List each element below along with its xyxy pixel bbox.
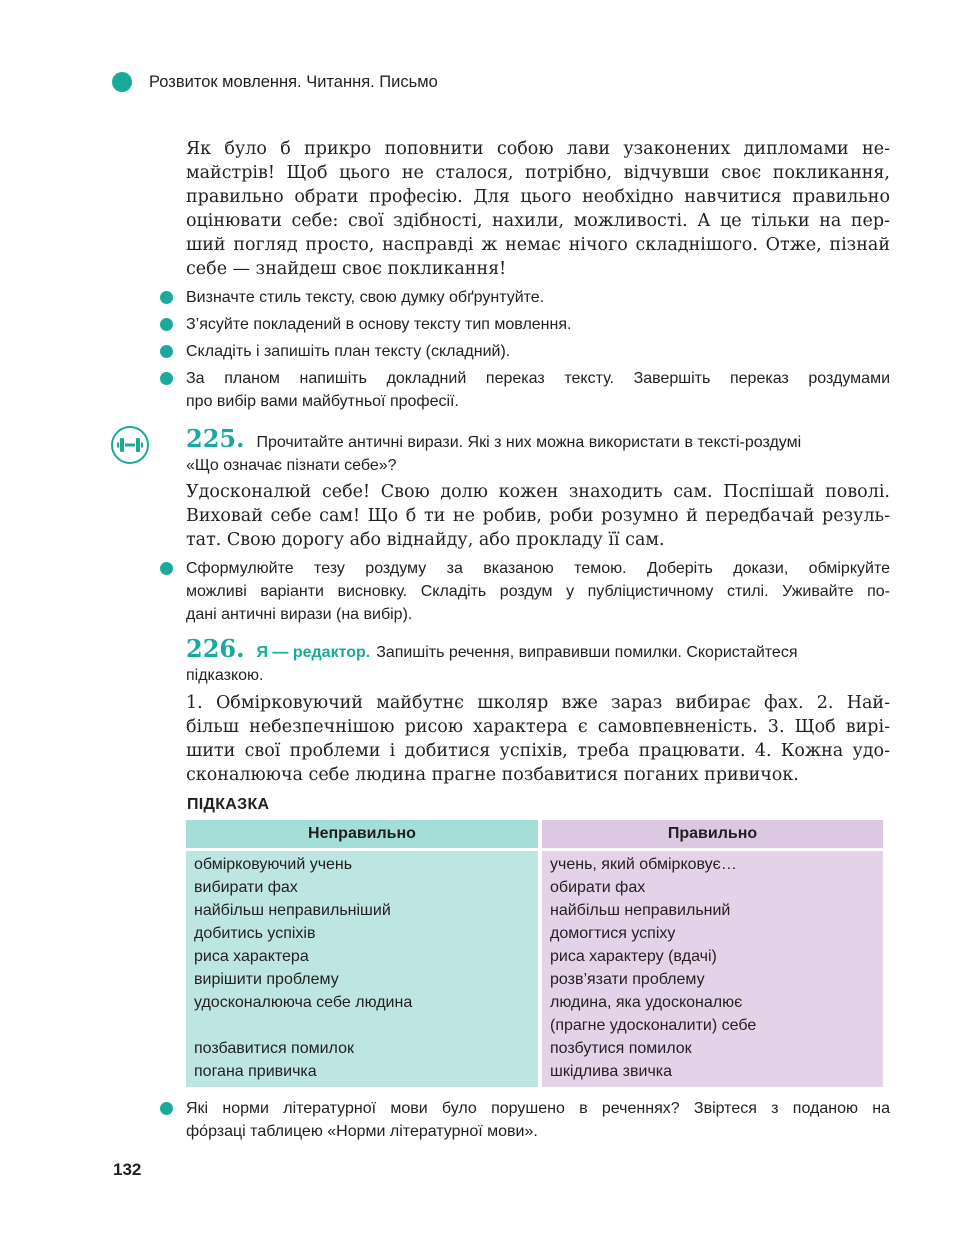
instruction-text: Запишіть речення, виправивши помилки. Скористайтеся <box>376 644 798 661</box>
right-item: учень, який обмірковує… <box>550 856 737 873</box>
right-item: домогтися успіху <box>550 925 676 942</box>
instruction-text: «Що означає пізнати себе»? <box>186 457 397 474</box>
exercise-226-text <box>186 691 890 787</box>
task-text: За планом напишіть докладний переказ тексту. Завершіть переказ роздумами <box>186 370 890 387</box>
dumbbell-icon <box>111 426 149 464</box>
task-text: Визначте стиль тексту, свою думку обґрунтуйте. <box>186 289 545 306</box>
intro-line: правильно обрати професію. Для цього необхідно навчитися правильно <box>186 187 890 207</box>
task-item <box>186 286 890 309</box>
teal-bullet-icon <box>160 345 173 358</box>
right-item: розв’язати проблему <box>550 971 705 988</box>
right-item: людина, яка удосконалює <box>550 994 743 1011</box>
teal-bullet-icon <box>160 562 173 575</box>
page-number: 132 <box>113 1160 142 1179</box>
wrong-item: удосконалююча себе людина <box>194 994 413 1011</box>
exercise-226-instruction <box>186 634 890 687</box>
task-text: Складіть і запишіть план тексту (складний). <box>186 343 511 360</box>
text-line: більш небезпечнішою рисою характера є самовпевненість. 3. Щоб вирі- <box>186 717 890 737</box>
task-item <box>186 367 890 413</box>
hint-table <box>182 820 887 1087</box>
right-column <box>542 851 883 1087</box>
page-header <box>112 70 438 94</box>
task-item <box>186 340 890 363</box>
exercise-225-text <box>186 480 890 552</box>
text-line: сконалюючa себе людина прагне позбавитися поганих привичок. <box>186 765 799 785</box>
right-item: найбільш неправильний <box>550 902 731 919</box>
wrong-item: добитись успіхів <box>194 925 316 942</box>
task-item <box>186 313 890 336</box>
right-item: (прагне удосконалити) себе <box>550 1017 757 1034</box>
exercise-number: 225. <box>186 424 245 453</box>
wrong-item: позбавитися помилок <box>194 1040 354 1057</box>
text-line: Виховай себе сам! Що б ти не робив, роби розумно й передбачай резуль- <box>186 506 890 526</box>
header-title: Розвиток мовлення. Читання. Письмо <box>149 72 438 91</box>
wrong-item: вибирати фах <box>194 879 298 896</box>
text-line: тат. Свою дорогу або віднайду, або прокладу її сам. <box>186 530 665 550</box>
wrong-item-spacer <box>194 1014 530 1037</box>
exercise-number: 226. <box>186 634 245 663</box>
column-header-right: Правильно <box>542 820 883 851</box>
task-text: З’ясуйте покладений в основу тексту тип мовлення. <box>186 316 572 333</box>
task-item <box>186 557 890 626</box>
task-text: Сформулюйте тезу роздуму за вказаною темою. Доберіть докази, обміркуйте <box>186 560 890 577</box>
intro-line: майстрів! Щоб цього не сталося, потрібно, відчувши своє покликання, <box>186 163 890 183</box>
text-line: шити свої проблеми і добитися успіхів, треба працювати. 4. Кожна удо- <box>186 741 890 761</box>
teal-bullet-icon <box>160 372 173 385</box>
right-item: позбутися помилок <box>550 1040 692 1057</box>
task-text: Які норми літературної мови було порушено в реченнях? Звіртеся з поданою на <box>186 1100 890 1117</box>
teal-bullet-icon <box>160 318 173 331</box>
wrong-item: найбільш неправильніший <box>194 902 391 919</box>
teal-bullet-icon <box>160 291 173 304</box>
teal-bullet-icon <box>160 1102 173 1115</box>
task-text: можливі варіанти висновку. Складіть роздум у публіцистичному стилі. Уживайте по- <box>186 583 890 600</box>
exercise-225-instruction <box>186 424 890 477</box>
wrong-item: риса характера <box>194 948 309 965</box>
task-text: дані античні вирази (на вибір). <box>186 606 413 623</box>
wrong-item: погана привичка <box>194 1063 317 1080</box>
intro-line: Як було б прикро поповнити собою лави узаконених дипломами не- <box>186 139 890 159</box>
exercise-label: Я — редактор. <box>256 644 371 661</box>
right-item: обирати фах <box>550 879 646 896</box>
intro-line: ший погляд просто, насправді ж немає нічого складнішого. Отже, пізнай <box>186 235 890 255</box>
text-line: Удосконалюй себе! Свою долю кожен знаходить сам. Поспішай поволі. <box>186 482 890 502</box>
task-item <box>186 1097 890 1143</box>
text-line: 1. Обмірковуючий майбутнє школяр вже зараз вибирає фах. 2. Най- <box>186 693 890 713</box>
hint-title: ПІДКАЗКА <box>187 796 270 813</box>
intro-line: оцінювати себе: свої здібності, нахили, можливості. А це тільки на пер- <box>186 211 890 231</box>
intro-line: себе — знайдеш своє покликання! <box>186 259 507 279</box>
wrong-item: обмірковуючий учень <box>194 856 353 873</box>
intro-paragraph <box>186 137 890 281</box>
task-text: про вибір вами майбутньої професії. <box>186 393 459 410</box>
instruction-text: підказкою. <box>186 667 264 684</box>
column-header-wrong: Неправильно <box>186 820 538 851</box>
task-text: фо́рзаці таблицею «Норми літературної мови». <box>186 1123 538 1140</box>
right-item: риса характеру (вдачі) <box>550 948 717 965</box>
wrong-column <box>186 851 538 1087</box>
header-dot-icon <box>112 72 132 92</box>
wrong-item: вирішити проблему <box>194 971 339 988</box>
right-item: шкідлива звичка <box>550 1063 673 1080</box>
instruction-text: Прочитайте античні вирази. Які з них можна використати в тексті-роздумі <box>256 434 802 451</box>
